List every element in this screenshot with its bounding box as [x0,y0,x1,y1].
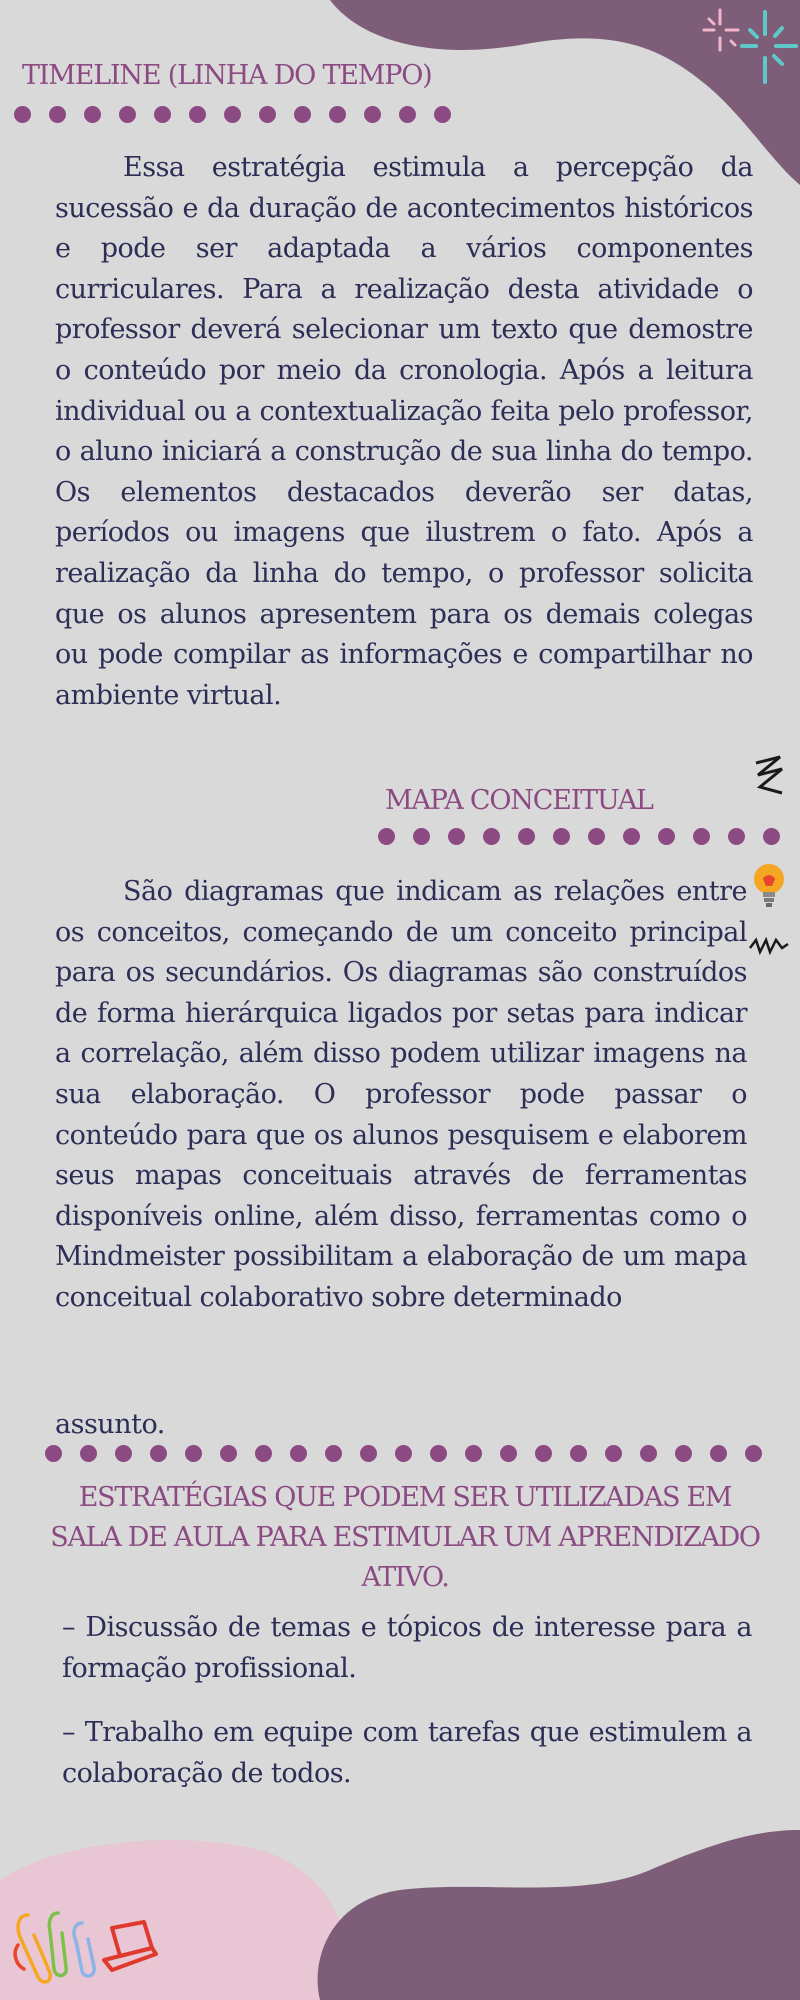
mapa-paragraph-end: assunto. [55,1409,165,1440]
zigzag-icon [752,755,786,797]
estrategias-dots [45,1443,765,1463]
timeline-heading: TIMELINE (LINHA DO TEMPO) [22,60,432,91]
estrategias-item-2: – Trabalho em equipe com tarefas que estimulem a colaboração de todos. [62,1717,752,1789]
paperclip-icon [10,1905,102,1990]
laptop-icon [98,1918,160,1978]
timeline-paragraph: Essa estratégia estimula a percepção da sucessão e da duração de acontecimentos históricos e pode ser adaptada a vários componentes curriculares. Para a realização desta atividade o professor deverá selecionar um texto que demostre o conteúdo por meio da cronologia. Após a leitura individual ou a contextualização feita pelo professor, o aluno iniciará a construção de sua linha do tempo. Os elementos destacados deverão ser datas, períodos ou imagens que ilustrem o fato. Após a realização da linha do tempo, o professor solicita que os alunos apresentem para os demais colegas ou pode compilar as informações e compartilhar no ambiente virtual. [55,152,753,711]
lightbulb-icon [752,862,786,910]
mapa-heading: MAPA CONCEITUAL [385,785,653,816]
mapa-paragraph: São diagramas que indicam as relações entre os conceitos, começando de um conceito principal para os secundários. Os diagramas são construídos de forma hierárquica ligados por setas para indicar a correlação, além disso podem utilizar imagens na sua elaboração. O professor pode passar o conteúdo para que os alunos pesquisem e elaborem seus mapas conceituais através de ferramentas disponíveis online, além disso, ferramentas como o Mindmeister possibilitam a elaboração de um mapa conceitual colaborativo sobre determinado [55,876,747,1313]
mapa-dots [378,826,800,846]
small-zigzag-icon [748,934,790,956]
estrategias-item-1: – Discussão de temas e tópicos de interesse para a formação profissional. [62,1612,752,1684]
estrategias-heading: ESTRATÉGIAS QUE PODEM SER UTILIZADAS EM SALA DE AULA PARA ESTIMULAR UM APRENDIZADO ATIVO. [50,1482,760,1593]
bottom-right-blob [318,1830,800,2000]
sparkle-icon [690,0,800,100]
timeline-dots [14,104,454,124]
